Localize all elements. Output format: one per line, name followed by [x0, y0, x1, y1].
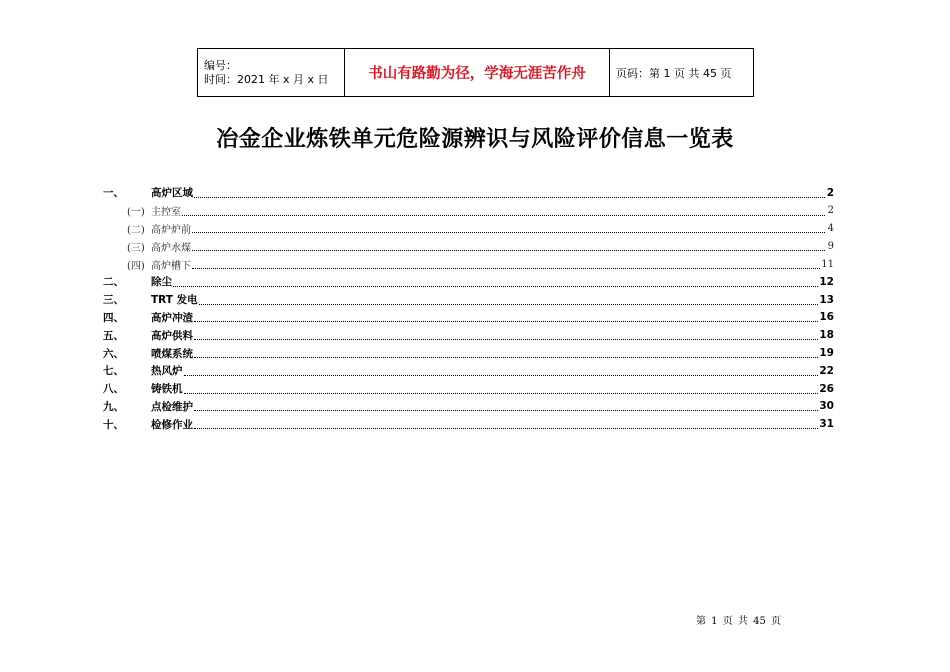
toc-entry-page: 2	[827, 205, 834, 217]
toc-entry-page: 2	[826, 186, 834, 199]
toc-entry[interactable]	[103, 273, 834, 291]
toc-entry[interactable]	[103, 220, 834, 238]
toc-entry-number: 九、	[103, 400, 124, 413]
toc-entry-label: 高炉槽下	[151, 260, 191, 272]
toc-dot-leader	[182, 214, 825, 216]
toc-entry-label: 高炉供料	[151, 329, 193, 342]
toc-entry-page: 18	[819, 329, 834, 342]
toc-entry-label: 热风炉	[151, 365, 183, 378]
toc-entry-page: 16	[819, 311, 834, 324]
document-title: 冶金企业炼铁单元危险源辨识与风险评价信息一览表	[216, 127, 734, 152]
toc-entry[interactable]	[103, 309, 834, 327]
table-of-contents	[103, 184, 834, 433]
toc-entry-page: 4	[827, 222, 834, 234]
toc-entry-page: 9	[827, 240, 834, 252]
toc-dot-leader	[192, 249, 825, 251]
toc-entry-number: 五、	[103, 329, 124, 342]
page-code-label: 页码：第 1 页 共 45 页	[610, 49, 754, 97]
toc-entry-page: 11	[821, 258, 834, 270]
toc-entry-page: 13	[819, 293, 834, 306]
toc-entry-number: 七、	[103, 365, 124, 378]
toc-entry-page: 26	[819, 382, 834, 395]
toc-entry-label: 高炉区域	[151, 187, 193, 200]
toc-entry-label: 高炉炉前	[151, 224, 191, 236]
toc-entry-page: 30	[819, 400, 834, 413]
toc-dot-leader	[192, 267, 820, 269]
toc-entry-number: (一)	[127, 207, 145, 219]
toc-entry-number: 六、	[103, 347, 124, 360]
toc-entry[interactable]	[103, 344, 834, 362]
toc-entry-number: 十、	[103, 418, 124, 431]
toc-entry-number: (四)	[127, 260, 145, 272]
toc-entry-label: 主控室	[151, 207, 181, 219]
toc-entry-label: TRT 发电	[151, 294, 198, 307]
toc-dot-leader	[194, 196, 825, 198]
toc-entry[interactable]	[103, 362, 834, 380]
page-footer: 第 1 页 共 45 页	[696, 616, 781, 627]
toc-entry-number: 四、	[103, 311, 124, 324]
toc-dot-leader	[194, 427, 818, 429]
toc-entry[interactable]	[103, 326, 834, 344]
document-header-table	[197, 48, 754, 97]
toc-entry[interactable]	[103, 291, 834, 309]
toc-entry-number: 三、	[103, 294, 124, 307]
toc-entry-label: 喷煤系统	[151, 347, 193, 360]
toc-entry-number: (二)	[127, 224, 145, 236]
toc-entry-number: 一、	[103, 187, 124, 200]
toc-dot-leader	[194, 356, 818, 358]
motto-text: 书山有路勤为径，学海无涯苦作舟	[345, 49, 610, 97]
toc-entry-page: 19	[819, 347, 834, 360]
toc-entry-label: 铸铁机	[151, 383, 183, 396]
toc-dot-leader	[184, 374, 819, 376]
toc-entry-number: (三)	[127, 242, 145, 254]
toc-entry[interactable]	[103, 380, 834, 398]
header-info-cell	[198, 49, 345, 97]
toc-dot-leader	[184, 392, 819, 394]
document-time-label: 时间：2021 年 x 月 x 日	[204, 72, 329, 86]
document-number-label: 编号：	[204, 58, 237, 72]
toc-dot-leader	[194, 320, 818, 322]
toc-entry-number: 二、	[103, 276, 124, 289]
toc-entry-label: 点检维护	[151, 400, 193, 413]
toc-entry-number: 八、	[103, 383, 124, 396]
toc-entry[interactable]	[103, 202, 834, 220]
toc-dot-leader	[192, 231, 825, 233]
toc-entry-label: 检修作业	[151, 418, 193, 431]
toc-entry[interactable]	[103, 398, 834, 416]
toc-entry-label: 高炉冲渣	[151, 311, 193, 324]
toc-entry[interactable]	[103, 237, 834, 255]
toc-entry-page: 22	[819, 364, 834, 377]
toc-entry-label: 高炉水煤	[151, 242, 191, 254]
toc-dot-leader	[173, 285, 818, 287]
toc-dot-leader	[199, 303, 819, 305]
toc-dot-leader	[194, 409, 818, 411]
toc-entry-page: 31	[819, 418, 834, 431]
toc-entry-page: 12	[819, 275, 834, 288]
toc-dot-leader	[194, 338, 818, 340]
toc-entry[interactable]	[103, 255, 834, 273]
toc-entry-label: 除尘	[151, 276, 172, 289]
toc-entry[interactable]	[103, 415, 834, 433]
toc-entry[interactable]	[103, 184, 834, 202]
